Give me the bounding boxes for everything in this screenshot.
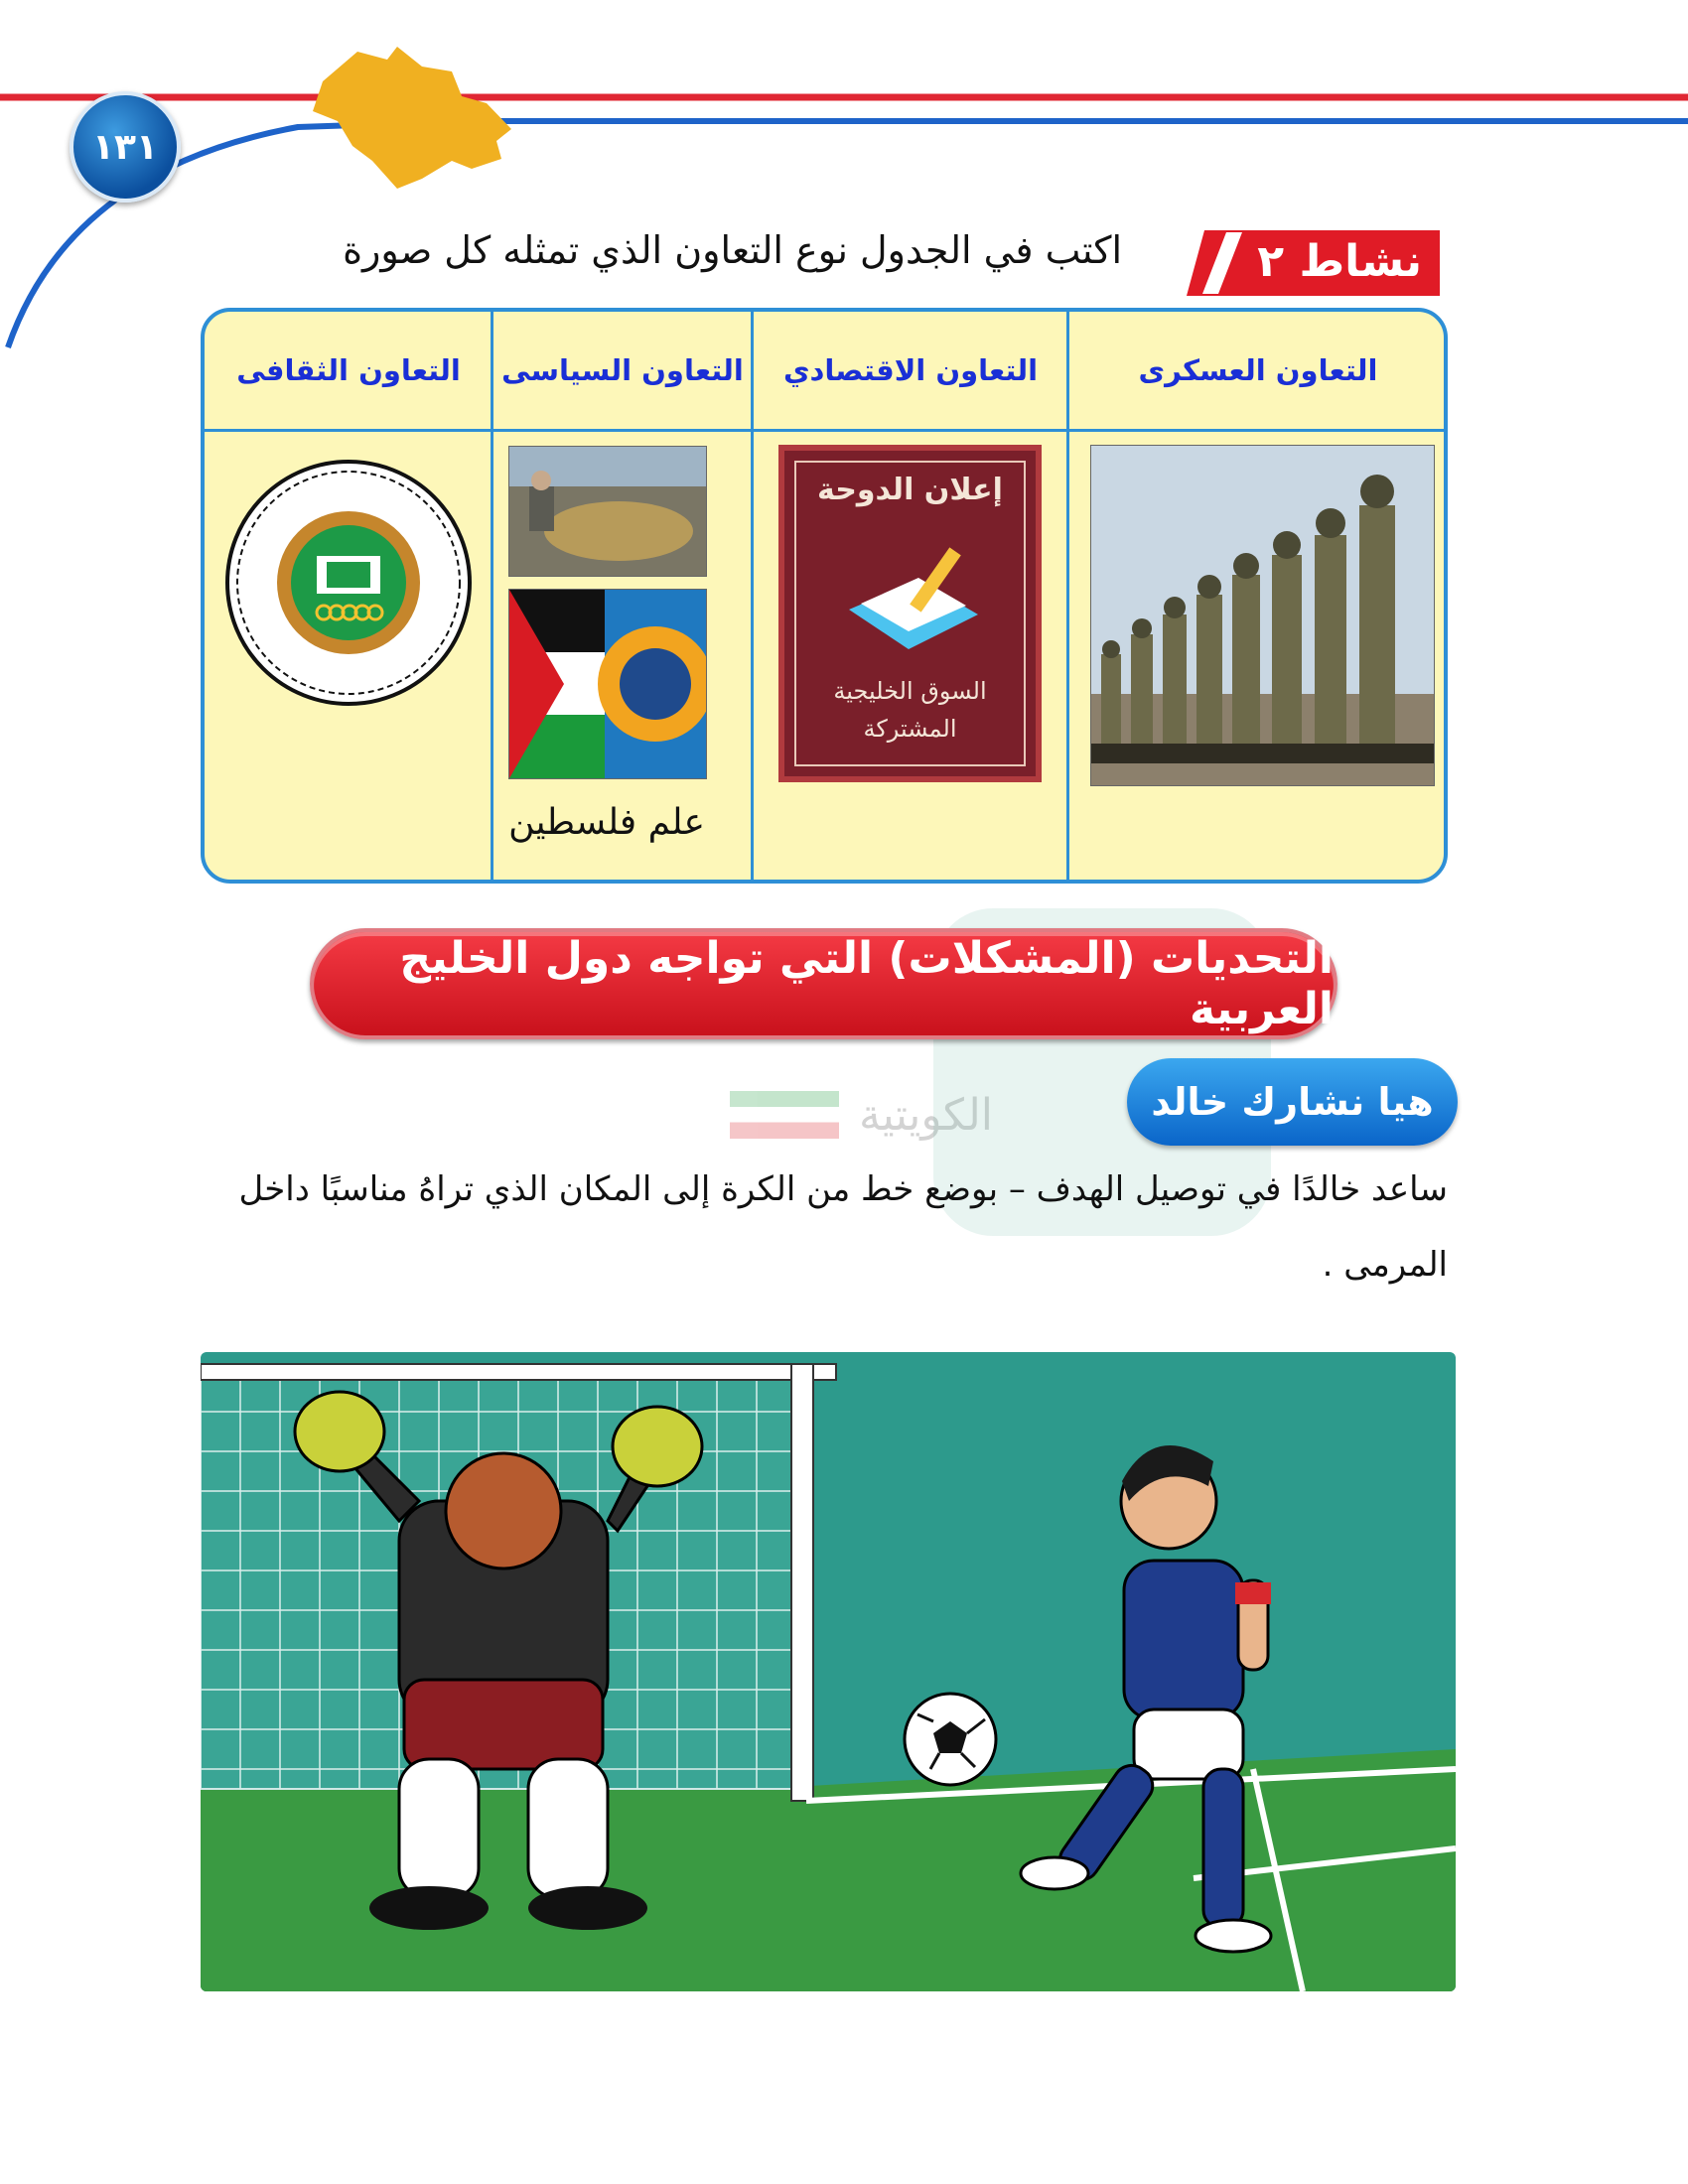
goal-illustration	[201, 1352, 1456, 1991]
instruction-line-1: ساعد خالدًا في توصيل الهدف – بوضع خط من الكرة إلى المكان الذي تراهُ مناسبًا داخل	[238, 1169, 1448, 1209]
notebook-pencil-icon	[839, 540, 988, 659]
watermark-text: الكويتية	[858, 1089, 993, 1141]
watermark	[536, 1090, 993, 1140]
palestine-flag-image	[508, 589, 707, 779]
table-divider	[205, 429, 1444, 432]
header-cultural: التعاون الثقافى	[236, 353, 461, 387]
doha-declaration-image	[778, 445, 1042, 782]
doha-line2: المشتركة	[863, 715, 957, 743]
cooperation-table	[201, 308, 1448, 884]
table-divider	[491, 312, 493, 880]
soldiers-image	[1090, 445, 1435, 786]
header-military: التعاون العسكرى	[1138, 353, 1378, 387]
activity-badge	[1187, 228, 1440, 298]
doha-title: إعلان الدوحة	[817, 473, 1003, 507]
section-title: التحديات (المشكلات) التي تواجه دول الخليج العربية	[399, 933, 1334, 1034]
doha-line1: السوق الخليجية	[833, 677, 987, 705]
instruction-line-2: المرمى .	[1322, 1245, 1448, 1285]
palestine-flag-caption: علم فلسطين	[508, 802, 705, 843]
page-number-badge: ١٣١	[70, 91, 181, 203]
cultural-seal-image	[224, 459, 473, 707]
football	[905, 1694, 996, 1785]
gulf-map-icon	[303, 42, 521, 191]
activity-badge-label: نشاط ٢	[1257, 236, 1422, 287]
header-economic: التعاون الاقتصادي	[782, 353, 1039, 387]
table-divider	[751, 312, 754, 880]
header-political: التعاون السياسى	[501, 353, 744, 387]
kuwait-flag-icon	[730, 1091, 839, 1139]
table-divider	[1066, 312, 1069, 880]
rubble-photo	[508, 446, 707, 577]
participate-label: هيا نشارك خالد	[1151, 1080, 1434, 1124]
activity-instruction: اكتب في الجدول نوع التعاون الذي تمثله كل صورة	[343, 228, 1122, 272]
header-decoration	[0, 0, 1688, 357]
participate-badge	[1127, 1058, 1458, 1146]
section-banner	[310, 928, 1337, 1039]
